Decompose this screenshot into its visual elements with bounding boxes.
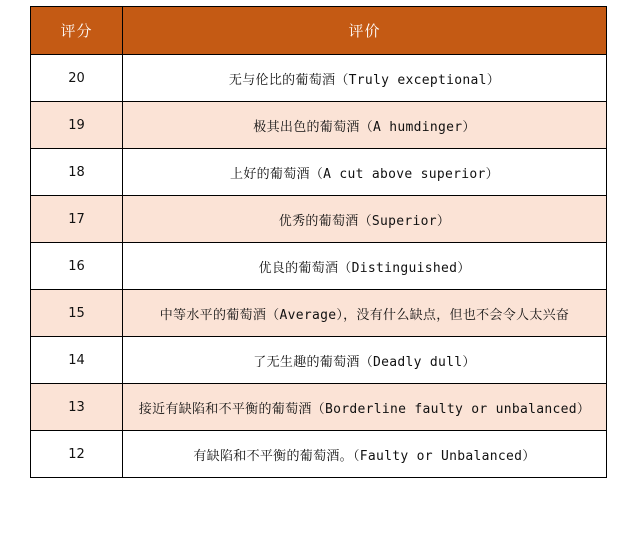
evaluation-cell: 中等水平的葡萄酒（Average），没有什么缺点，但也不会令人太兴奋 [123,290,607,337]
table-row [31,55,607,102]
wine-score-table [30,6,607,478]
table-row [31,196,607,243]
evaluation-cell: 无与伦比的葡萄酒（Truly exceptional） [123,55,607,102]
evaluation-cell: 上好的葡萄酒（A cut above superior） [123,149,607,196]
score-cell: 19 [31,102,123,149]
table-row [31,384,607,431]
table-row [31,243,607,290]
score-cell: 15 [31,290,123,337]
header-evaluation: 评价 [123,7,607,55]
evaluation-cell: 接近有缺陷和不平衡的葡萄酒（Borderline faulty or unbalanced） [123,384,607,431]
evaluation-cell: 优秀的葡萄酒（Superior） [123,196,607,243]
evaluation-cell: 有缺陷和不平衡的葡萄酒。（Faulty or Unbalanced） [123,431,607,478]
evaluation-cell: 极其出色的葡萄酒（A humdinger） [123,102,607,149]
score-cell: 17 [31,196,123,243]
score-cell: 14 [31,337,123,384]
table-row [31,431,607,478]
score-cell: 18 [31,149,123,196]
header-score: 评分 [31,7,123,55]
score-cell: 12 [31,431,123,478]
table-row [31,337,607,384]
table-header-row [31,7,607,55]
table-row [31,149,607,196]
table-row [31,102,607,149]
score-cell: 13 [31,384,123,431]
score-cell: 20 [31,55,123,102]
evaluation-cell: 优良的葡萄酒（Distinguished） [123,243,607,290]
evaluation-cell: 了无生趣的葡萄酒（Deadly dull） [123,337,607,384]
table-row [31,290,607,337]
score-cell: 16 [31,243,123,290]
